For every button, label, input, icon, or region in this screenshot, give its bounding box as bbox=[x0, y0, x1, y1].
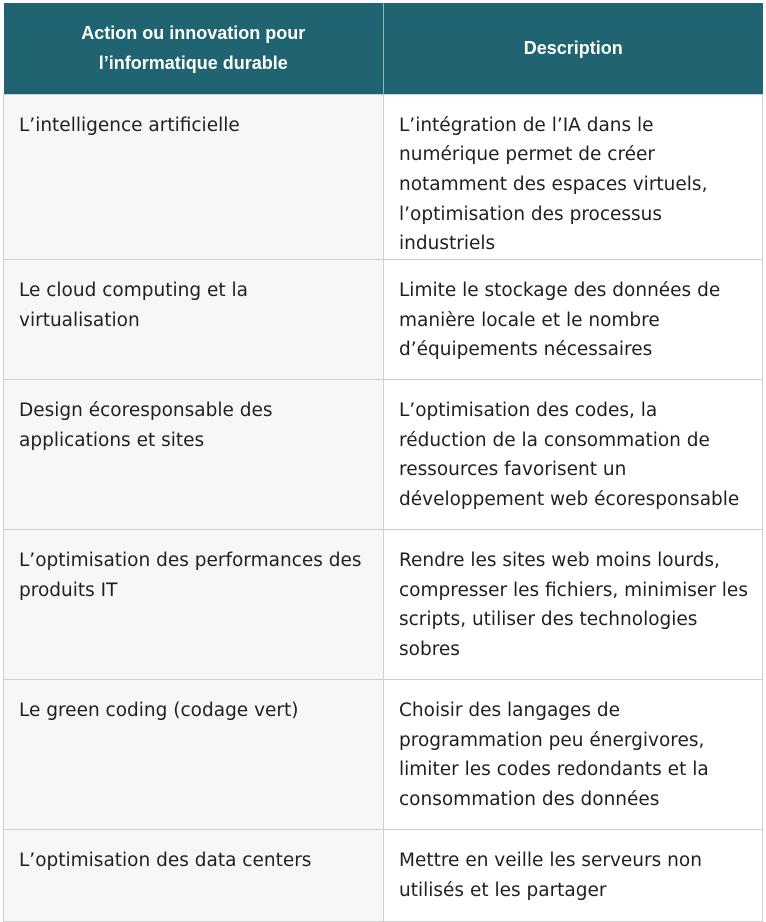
description-cell: Limite le stockage des données de manière locale et le nombre d’équipements nécessaires bbox=[384, 260, 763, 380]
action-cell: L’optimisation des data centers bbox=[4, 830, 384, 922]
description-cell: Rendre les sites web moins lourds, compresser les fichiers, minimiser les scripts, utiliser des technologies sobres bbox=[384, 530, 763, 680]
header-action: Action ou innovation pour l’informatique durable bbox=[4, 3, 384, 94]
table-row bbox=[4, 94, 763, 260]
table-row bbox=[4, 680, 763, 830]
durable-it-table bbox=[3, 3, 763, 922]
description-cell: Choisir des langages de programmation peu énergivores, limiter les codes redondants et la consommation des données bbox=[384, 680, 763, 830]
description-cell: L’optimisation des codes, la réduction de la consommation de ressources favorisent un développement web écoresponsable bbox=[384, 380, 763, 530]
header-description: Description bbox=[384, 3, 763, 94]
action-cell: L’optimisation des performances des produits IT bbox=[4, 530, 384, 680]
description-cell: Mettre en veille les serveurs non utilisés et les partager bbox=[384, 830, 763, 922]
action-cell: Design écoresponsable des applications et sites bbox=[4, 380, 384, 530]
table-row bbox=[4, 260, 763, 380]
table-row bbox=[4, 380, 763, 530]
action-cell: Le cloud computing et la virtualisation bbox=[4, 260, 384, 380]
action-cell: L’intelligence artificielle bbox=[4, 94, 384, 260]
action-cell: Le green coding (codage vert) bbox=[4, 680, 384, 830]
table-row bbox=[4, 530, 763, 680]
description-cell: L’intégration de l’IA dans le numérique permet de créer notamment des espaces virtuels, l’optimisation des processus industriels bbox=[384, 94, 763, 260]
table-container bbox=[3, 3, 762, 922]
table-header-row bbox=[4, 3, 763, 94]
table-row bbox=[4, 830, 763, 922]
